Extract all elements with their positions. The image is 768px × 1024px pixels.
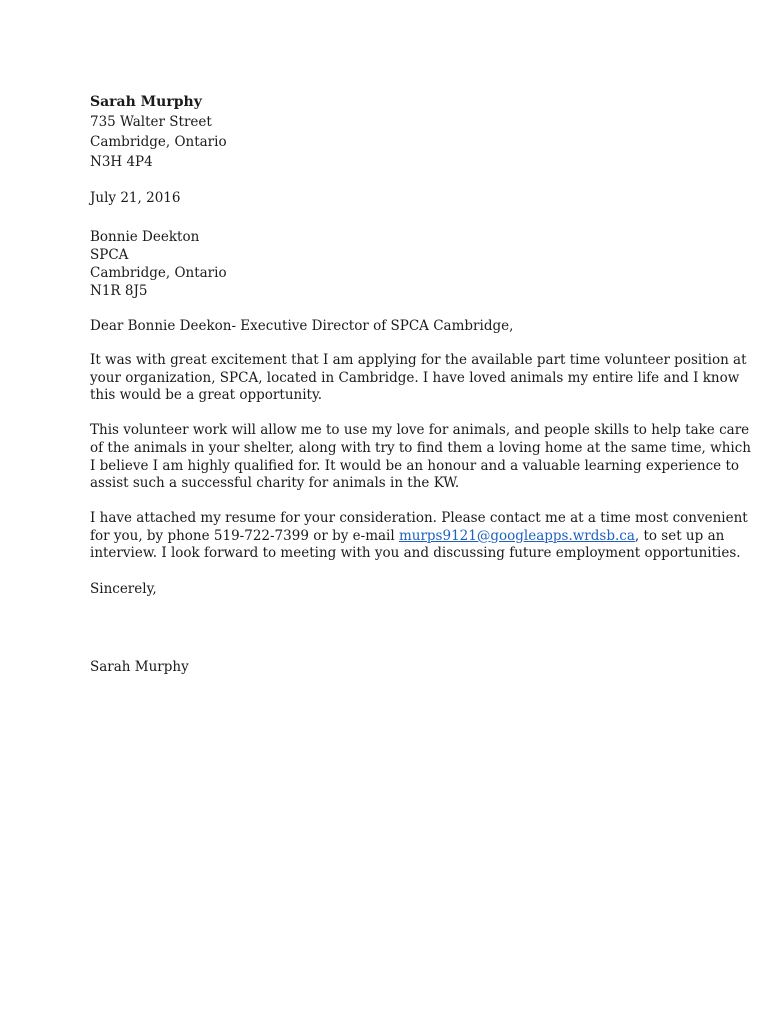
letter-date-block [90, 189, 690, 207]
email-link[interactable]: murps9121@googleapps.wrdsb.ca [398, 527, 635, 544]
paragraph-line: I believe I am highly qualified for. It would be an honour and a valuable learning experience to [90, 457, 740, 474]
sender-street: 735 Walter Street [90, 114, 212, 130]
letter-body [90, 92, 751, 676]
salutation: Dear Bonnie Deekon- Executive Director of SPCA Cambridge, [90, 318, 514, 334]
paragraph-line: I have attached my resume for your consideration. Please contact me at a time most convenient [90, 509, 748, 526]
paragraph-line: this would be a great opportunity. [90, 387, 323, 404]
closing-block [90, 580, 690, 598]
recipient-city: Cambridge, Ontario [90, 265, 227, 281]
contact-text-after: , to set up an [634, 527, 725, 544]
paragraph-line: It was with great excitement that I am applying for the available part time volunteer position at [90, 352, 747, 368]
salutation-block [90, 317, 690, 335]
paragraph-line: assist such a successful charity for animals in the KW. [90, 475, 460, 492]
recipient-name: Bonnie Deekton [90, 229, 200, 245]
recipient-postal: N1R 8J5 [90, 283, 148, 299]
closing: Sincerely, [90, 581, 157, 598]
sender-name: Sarah Murphy [90, 94, 202, 110]
paragraph-contact [90, 509, 748, 563]
letter-date: July 21, 2016 [90, 190, 181, 206]
contact-text-before: for you, by phone 519-722-7399 or by e-mail [90, 527, 399, 544]
paragraph-qualifications [90, 422, 751, 493]
signature-block [90, 658, 690, 676]
sender-address [90, 92, 690, 172]
paragraph-line: of the animals in your shelter, along with try to find them a loving home at the same time, which [90, 439, 751, 456]
recipient-org: SPCA [90, 247, 129, 263]
paragraph-line: interview. I look forward to meeting with you and discussing future employment opportunities. [90, 545, 741, 562]
recipient-address [90, 228, 690, 300]
sender-city: Cambridge, Ontario [90, 134, 227, 150]
paragraph-intro [90, 352, 747, 405]
paragraph-line-with-email [90, 527, 725, 546]
paragraph-line: your organization, SPCA, located in Cambridge. I have loved animals my entire life and I know [90, 369, 740, 386]
signature-name: Sarah Murphy [90, 659, 189, 676]
paragraph-line: This volunteer work will allow me to use my love for animals, and people skills to help take care [90, 422, 750, 439]
sender-postal: N3H 4P4 [90, 154, 153, 170]
